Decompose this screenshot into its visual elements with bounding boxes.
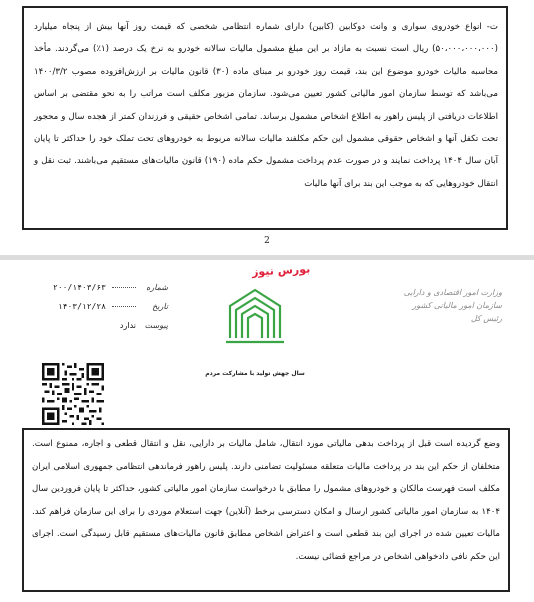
document-page-one [0,0,534,255]
document-page-two [0,260,534,602]
letter-date-row [18,297,168,316]
page-number: 2 [264,236,270,246]
text-frame-page-two [22,428,510,592]
watermark-stamp: بورس نیوز [251,262,311,279]
letter-attachment-label: پیوست [144,321,168,330]
text-frame-page-one [22,6,508,230]
letter-number-label: شماره [146,283,168,292]
qr-code-icon [42,363,104,425]
year-slogan: سال جهش تولید با مشارکت مردم [205,370,305,377]
letter-date-label: تاریخ [152,302,168,311]
letterhead [372,286,502,325]
tax-organization-logo-icon [222,284,288,346]
letter-attachment-row [18,316,168,335]
letter-date-value: ۱۴۰۳/۱۲/۲۸ [57,302,106,311]
letter-number-row [18,278,168,297]
letterhead-line: سازمان امور مالیاتی کشور [412,301,502,310]
letter-number-value: ۲۰۰/۱۴۰۳/۶۳ [53,283,106,292]
letterhead-line: رئیس کل [470,314,502,323]
letterhead-line: وزارت امور اقتصادی و دارایی [403,288,502,297]
dotted-line [112,306,136,307]
dotted-line [112,287,136,288]
letter-attachment-value: ندارد [119,321,136,330]
paragraph-transfer-rules: وضع گردیده است قبل از پرداخت بدهی مالیاتی مورد انتقال، شامل مالیات بر دارایی، نقل و انتقال قطعی و اجاره، ممنوع است. متخلفان از حکم این بند در پرداخت مالیات متعلقه مسئولیت تضامنی دارند. پلیس راهور فرماندهی انتظامی جمهوری اسلامی ایران مکلف است فهرست مالکان و خودروهای مشمول را مطابق با درخواست سازمان امور مالیاتی کشور، حداکثر تا پایان فروردین سال ۱۴۰۴ به سازمان امور مالیاتی کشور ارسال و امکان دسترسی برخط (آنلاین) جهت استعلام موردی را برای این سازمان فراهم کند. مالیات تعیین شده در اجرای این بند قطعی است و اعتراض اشخاص مطابق قانون مالیات‌های مستقیم قابل رسیدگی است. اجرای این حکم نافی دادخواهی اشخاص در مراجع قضائی نیست. [32,439,500,562]
paragraph-vehicle-tax: ت- انواع خودروی سواری و وانت دوکابین (کابین) دارای شماره انتظامی شخصی که قیمت روز آنها بیش از پنجاه میلیارد (۵۰،۰۰۰،۰۰۰،۰۰۰) ریال است نسبت به مازاد بر این مبلغ مشمول مالیات سالانه خودرو به نرخ یک درصد (۱٪) می‌گردند. مأخذ محاسبه مالیات خودرو موضوع این بند، قیمت روز خودرو بر مبنای ماده (۳۰) قانون مالیات بر ارزش‌افزوده مصوب ۱۴۰۰/۳/۲ می‌باشد که توسط سازمان امور مالیاتی کشور تعیین می‌شود. سازمان مزبور مکلف است مراتب را به نحو مقتضی بر اساس اطلاعات دریافتی از پلیس راهور به اطلاع اشخاص مشمول برساند. تمامی اشخاص حقیقی و فرزندان کمتر از هجده سال و محجور تحت تکفل آنها و اشخاص حقوقی مشمول این حکم مکلفند مالیات سالانه مربوط به خودروهای تحت تملک خود را حداکثر تا پایان آبان سال ۱۴۰۴ پرداخت نمایند و در صورت عدم پرداخت مشمول حکم ماده (۱۹۰) قانون مالیات‌های مستقیم می‌باشند. ثبت نقل و انتقال خودروهایی که به موجب این بند برای آنها مالیات [34,22,499,189]
letter-meta [18,278,168,335]
